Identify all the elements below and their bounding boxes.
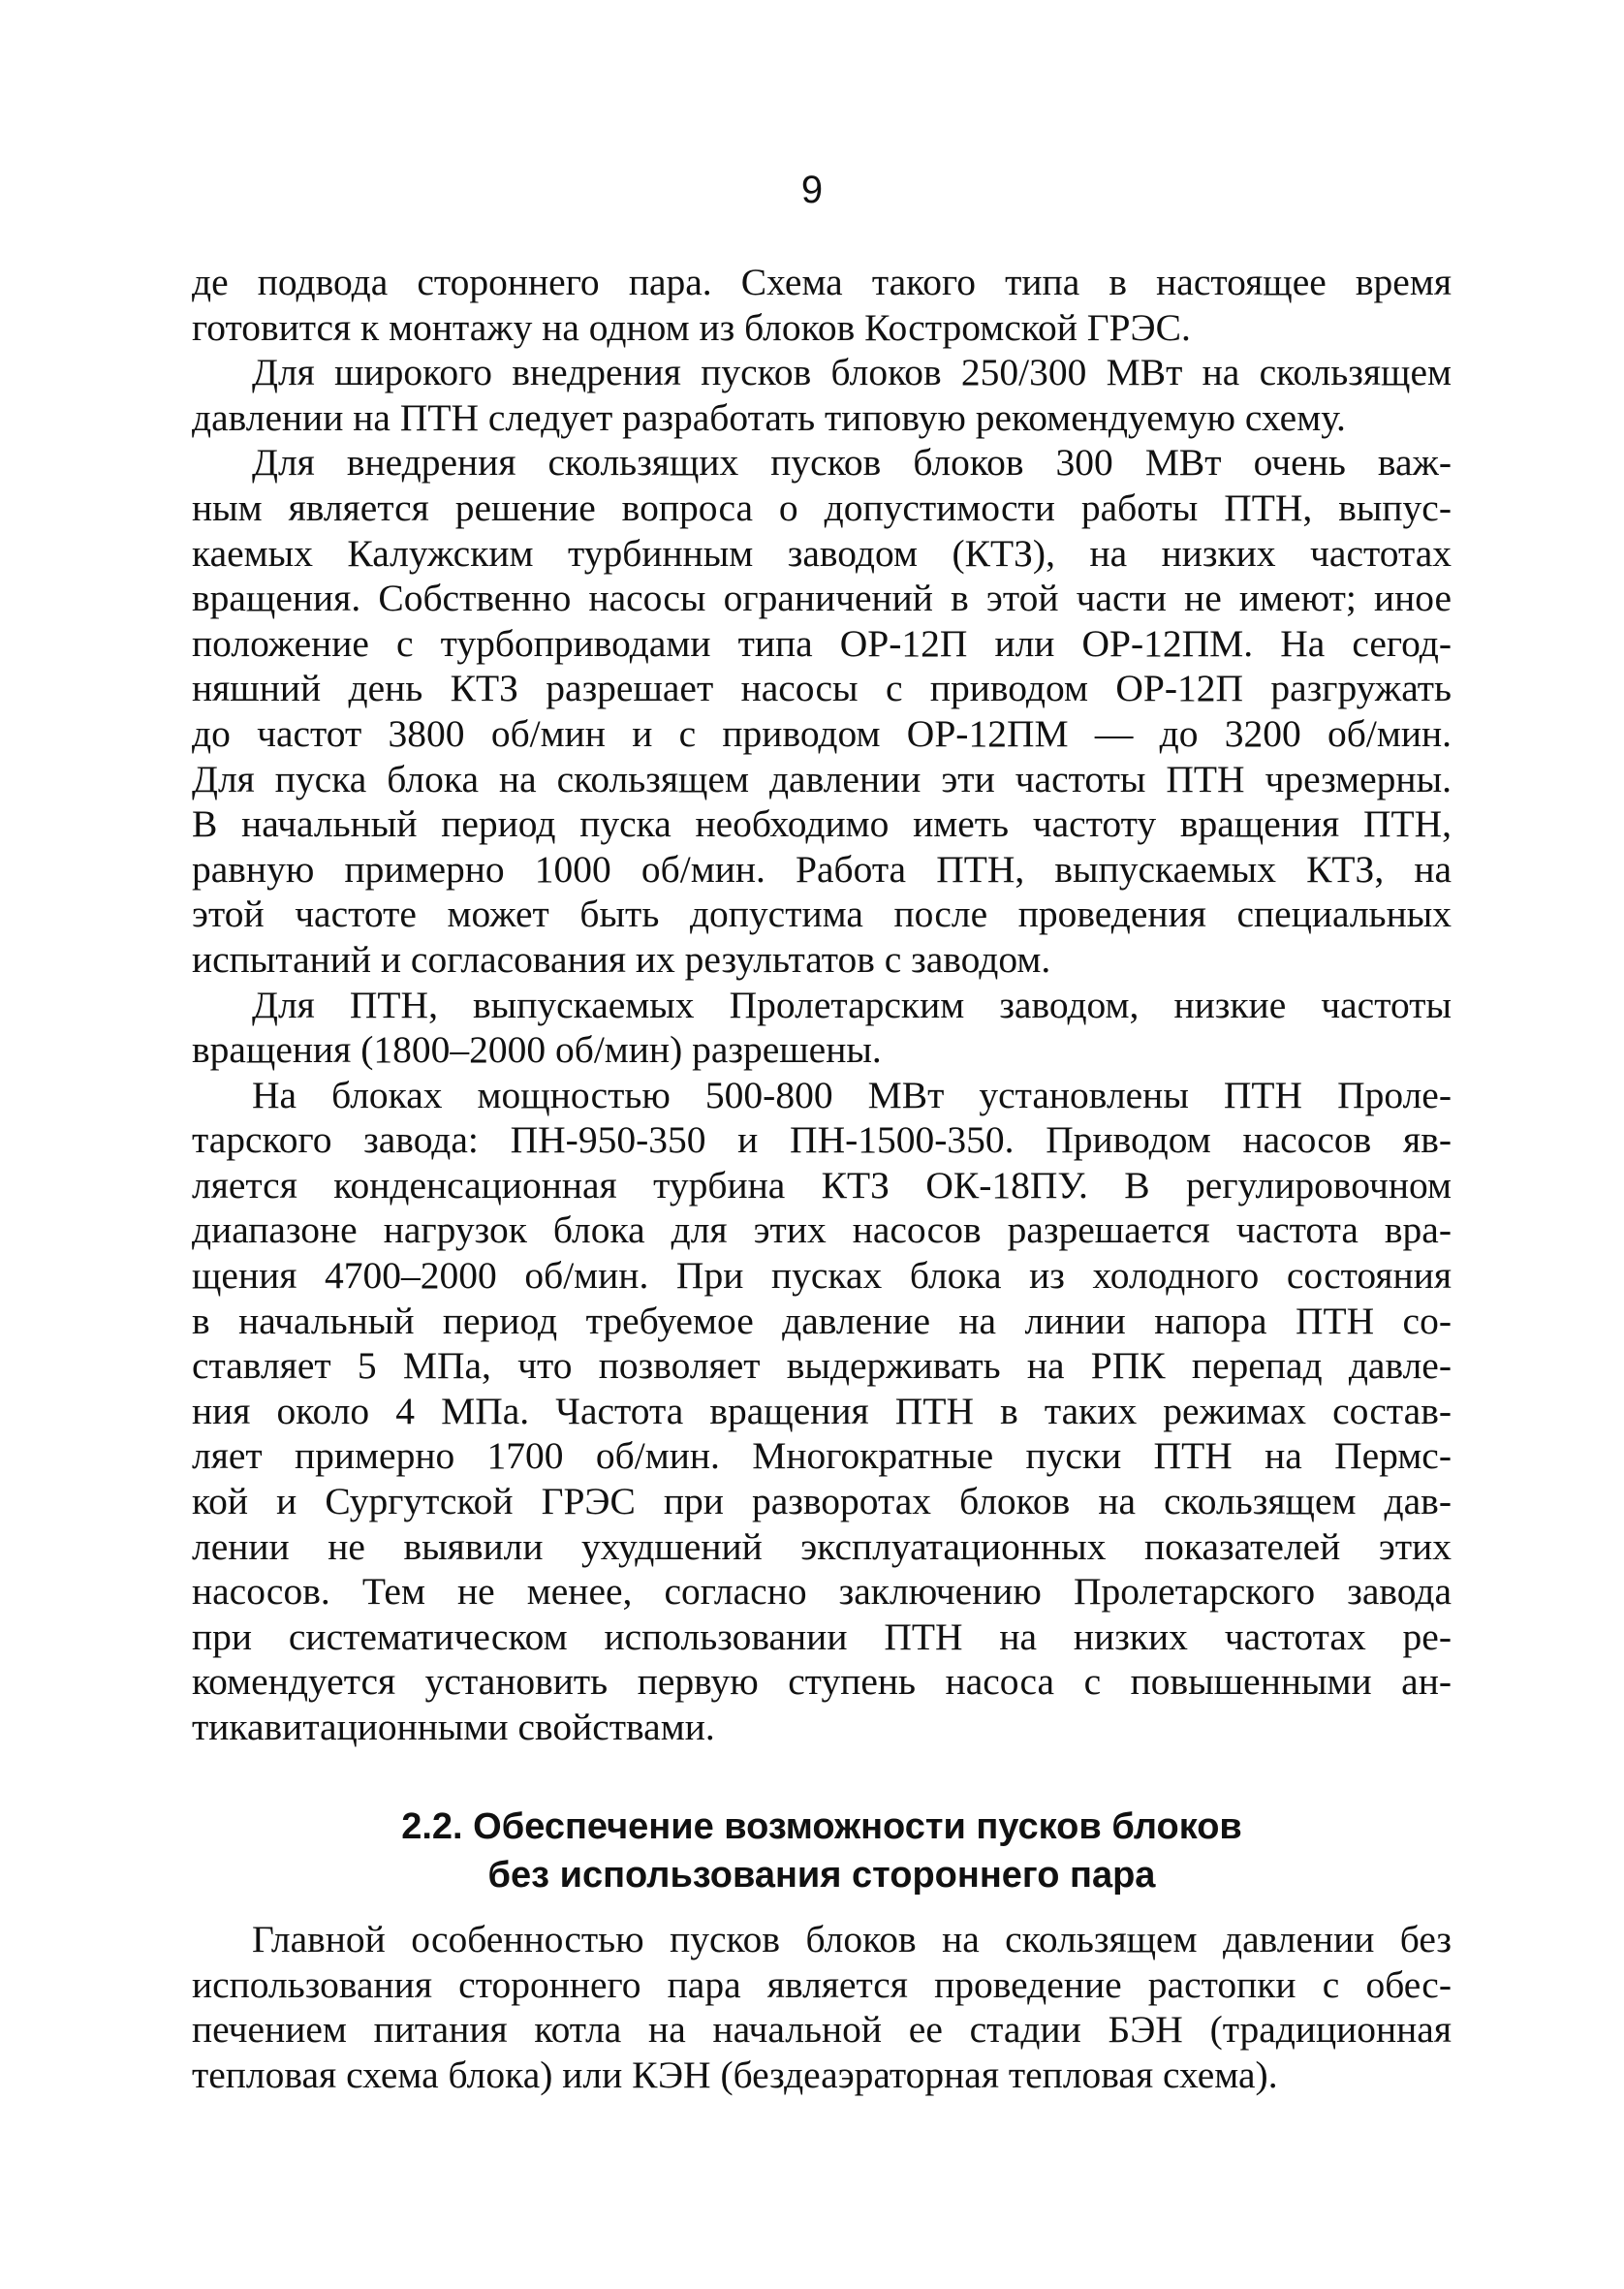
text-line: ным является решение вопроса о допустимости работы ПТН, выпус- [192,486,1452,529]
paragraph [192,1073,1452,1750]
text-line: ния около 4 МПа. Частота вращения ПТН в таких режимах состав- [192,1389,1452,1432]
text-line: тарского завода: ПН-950-350 и ПН-1500-350. Приводом насосов яв- [192,1118,1452,1162]
paragraph [192,260,1452,350]
section-heading-line-1: 2.2. Обеспечение возможности пусков блоков [401,1806,1242,1847]
text-line: На блоках мощностью 500-800 МВт установлены ПТН Проле- [252,1073,1452,1116]
text-line: кой и Сургутской ГРЭС при разворотах блоков на скользящем дав- [192,1480,1452,1523]
paragraph [192,983,1452,1073]
text-line: щения 4700–2000 об/мин. При пусках блока из холодного состояния [192,1254,1452,1298]
section-body-text [192,1917,1452,2097]
text-line: испытаний и согласования их результатов с заводом. [192,937,1051,981]
text-line: лении не выявили ухудшений эксплуатационных показателей этих [192,1524,1452,1568]
text-line: использования стороннего пара является проведение растопки с обес- [192,1962,1452,2006]
paragraph [192,1917,1452,2097]
text-line: этой частоте может быть допустима после проведения специальных [192,893,1452,936]
text-line: при систематическом использовании ПТН на низких частотах ре- [192,1615,1452,1658]
text-line: Для широкого внедрения пусков блоков 250/300 МВт на скользящем [252,351,1452,394]
text-line: ставляет 5 МПа, что позволяет выдерживать на РПК перепад давле- [192,1344,1452,1388]
paragraph [192,440,1452,982]
text-line: диапазоне нагрузок блока для этих насосов разрешается частота вра- [192,1208,1452,1252]
text-line: каемых Калужским турбинным заводом (КТЗ), на низких частотах [192,531,1452,575]
text-line: до частот 3800 об/мин и с приводом ОР-12ПМ — до 3200 об/мин. [192,711,1452,755]
text-line: де подвода стороннего пара. Схема такого типа в настоящее время [192,261,1452,303]
text-line: готовится к монтажу на одном из блоков Костромской ГРЭС. [192,305,1191,349]
text-line: Для внедрения скользящих пусков блоков 300 МВт очень важ- [252,441,1452,485]
text-line: Для ПТН, выпускаемых Пролетарским заводом, низкие частоты [252,983,1452,1026]
text-line: ляет примерно 1700 об/мин. Многократные пуски ПТН на Пермс- [192,1434,1452,1478]
text-line: тепловая схема блока) или КЭН (бездеаэраторная тепловая схема). [192,2053,1278,2096]
text-line: насосов. Тем не менее, согласно заключению Пролетарского завода [192,1570,1452,1614]
text-line: Главной особенностью пусков блоков на скользящем давлении без [252,1918,1452,1960]
text-line: в начальный период требуемое давление на линии напора ПТН со- [192,1299,1452,1342]
text-line: тикавитационными свойствами. [192,1706,715,1748]
paragraph [192,350,1452,440]
text-line: вращения. Собственно насосы ограничений в этой части не имеют; иное [192,577,1452,620]
text-line: В начальный период пуска необходимо иметь частоту вращения ПТН, [192,802,1452,846]
section-heading [192,1803,1452,1899]
section-heading-line-2: без использования стороннего пара [487,1855,1156,1896]
text-line: давлении на ПТН следует разработать типовую рекомендуемую схему. [192,395,1346,439]
text-line: печением питания котла на начальной ее стадии БЭН (традиционная [192,2008,1452,2052]
text-line: равную примерно 1000 об/мин. Работа ПТН, выпускаемых КТЗ, на [192,847,1452,891]
text-line: Для пуска блока на скользящем давлении эти частоты ПТН чрезмерны. [192,757,1452,800]
body-text [192,260,1452,1750]
text-line: положение с турбоприводами типа ОР-12П или ОР-12ПМ. На сегод- [192,621,1452,665]
text-line: няшний день КТЗ разрешает насосы с приводом ОР-12П разгружать [192,667,1452,710]
text-line: вращения (1800–2000 об/мин) разрешены. [192,1028,882,1072]
text-line: ляется конденсационная турбина КТЗ ОК-18ПУ. В регулировочном [192,1163,1452,1207]
text-line: комендуется установить первую ступень насоса с повышенными ан- [192,1660,1452,1704]
page-number: 9 [800,169,824,211]
